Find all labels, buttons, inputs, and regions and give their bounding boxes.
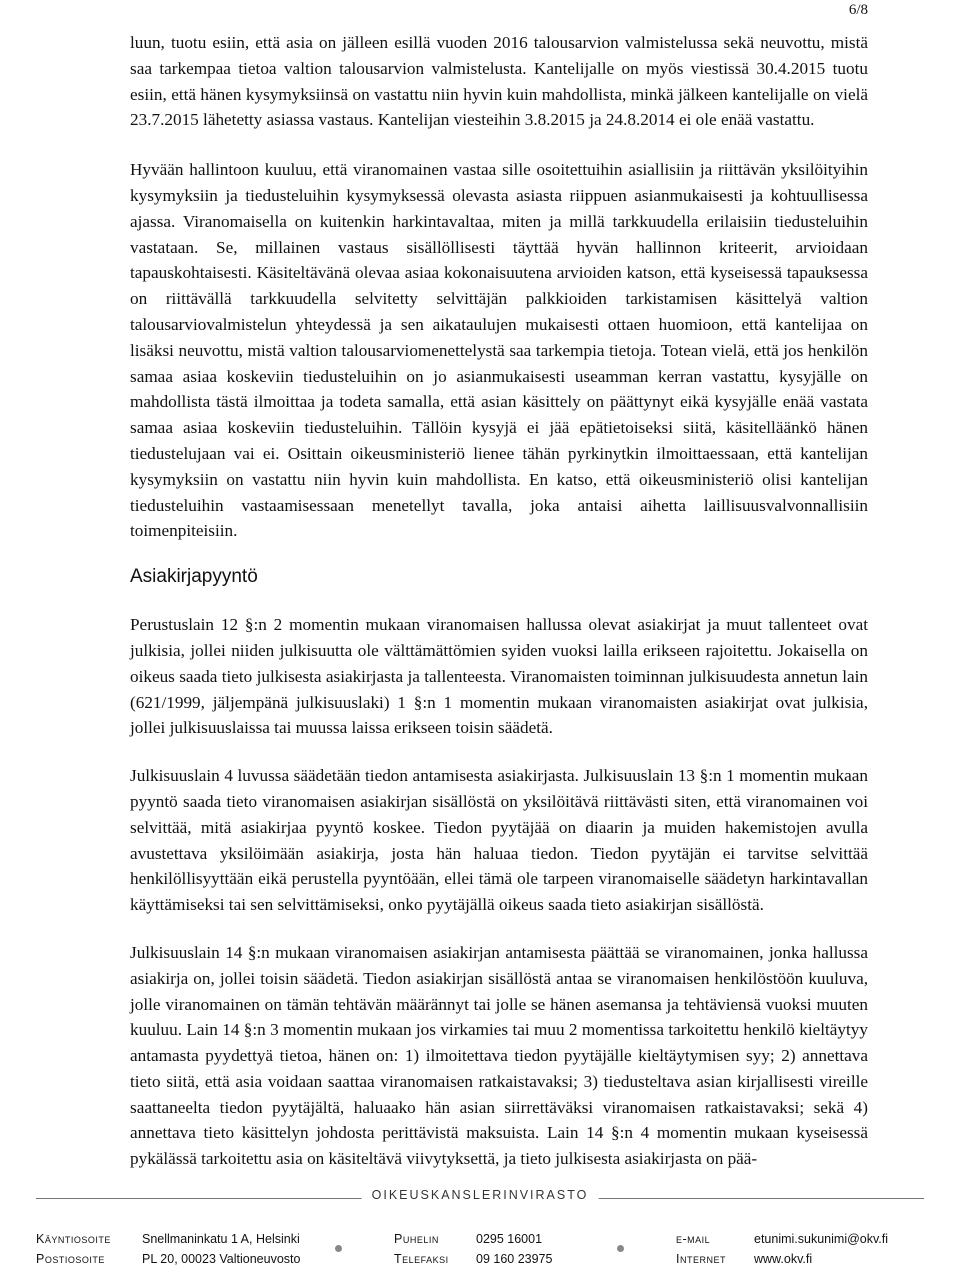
visiting-address: Snellmaninkatu 1 A, Helsinki <box>142 1232 300 1246</box>
fax-label: Telefaksi <box>394 1252 449 1266</box>
footer-row <box>0 1232 960 1250</box>
separator-dot-icon <box>335 1245 342 1252</box>
email-address[interactable]: etunimi.sukunimi@okv.fi <box>754 1232 889 1246</box>
internet-label: Internet <box>676 1252 726 1266</box>
separator-dot-icon <box>617 1245 624 1252</box>
document-body <box>130 30 868 1194</box>
postal-address-label: Postiosoite <box>36 1252 105 1266</box>
website-link[interactable]: www.okv.fi <box>754 1252 813 1266</box>
fax-number: 09 160 23975 <box>476 1252 553 1266</box>
paragraph: luun, tuotu esiin, että asia on jälleen esillä vuoden 2016 talousarvion valmistelussa sekä neuvottu, mistä saa tarkempaa tietoa valtion talousarvion valmistelusta. Kantelijalle on myös viestissä 30.4.2015 tuotu esiin, että hänen kysymyksiinsä on vastattu niin hyvin kuin mahdollista, minkä jälkeen kantelijalle on vielä 23.7.2015 lähetetty asiassa vastaus. Kantelijan viesteihin 3.8.2015 ja 24.8.2014 ei ole enää vastattu. <box>130 33 868 130</box>
phone-label: Puhelin <box>394 1232 439 1246</box>
phone-number: 0295 16001 <box>476 1232 543 1246</box>
paragraph: Perustuslain 12 §:n 2 momentin mukaan viranomaisen hallussa olevat asiakirjat ja muut tallenteet ovat julkisia, jollei niiden julkisuutta ole välttämättömien syiden vuoksi lailla erikseen rajoitettu. Jokaisella on oikeus saada tieto julkisesta asiakirjasta ja tallenteesta. Viranomaisten toiminnan julkisuudesta annetun lain (621/1999, jäljempänä julkisuuslaki) 1 §:n 1 momentin mukaan viranomaisten asiakirjat ovat julkisia, jollei julkisuuslaissa tai muussa laissa erikseen toisin säädetä. <box>130 615 868 738</box>
visiting-address-label: Käyntiosoite <box>36 1232 111 1246</box>
footer-brand: OIKEUSKANSLERINVIRASTO <box>362 1188 599 1202</box>
paragraph: Hyvään hallintoon kuuluu, että viranomainen vastaa sille osoitettuihin asiallisiin ja riittävän yksilöityihin kysymyksiin ja tiedusteluihin kysymyksessä olevasta asiasta riippuen asianmukaisesti ja kohtuullisessa ajassa. Viranomaisella on kuitenkin harkintavaltaa, miten ja millä tarkkuudella erilaisiin tiedusteluihin vastataan. Se, millainen vastaus sisällöllisesti täyttää hyvän hallinnon kriteerit, arvioidaan tapauskohtaisesti. Käsiteltävänä olevaa asiaa kokonaisuutena arvioiden katson, että kyseisessä tapauksessa on riittävällä tarkkuudella selvitetty selvittäjän palkkioiden tarkistamisen käsittelyä valtion talousarviovalmistelun yhteydessä ja sen aikataulujen mukaisesti ottaen huomioon, että kantelijaa on lisäksi neuvottu, mistä valtion talousarviomenettelystä saa tarkempia tietoja. Totean vielä, että jos henkilön samaa asiaa koskeviin tiedusteluihin on jo asianmukaisesti useamman kerran vastattu, kysyjälle on mahdollista tästä ilmoittaa ja todeta samalla, että asian käsittely on päättynyt eikä kysyjälle enää vastata samaa asiaa koskeviin tiedusteluihin. Tällöin kysyjä ei jää epätietoiseksi siitä, käsitelläänkö hänen tiedustelujaan vai ei. Osittain oikeusministeriö lienee tähän pyrkinytkin ilmoittaessaan, että kantelijan kysymyksiin on vastattu niin hyvin kuin mahdollista. En katso, että oikeusministeriö olisi kantelijan tiedusteluihin vastaamisessaan menetellyt tavalla, joka antaisi aihetta laillisuusvalvonnallisiin toimenpiteisiin. <box>130 160 868 541</box>
footer-row <box>0 1252 960 1270</box>
page-number: 6/8 <box>848 2 868 18</box>
paragraph: Julkisuuslain 4 luvussa säädetään tiedon antamisesta asiakirjasta. Julkisuuslain 13 §:n 1 momentin mukaan pyyntö saada tieto viranomaisen asiakirjan sisällöstä on yksilöitävä riittävästi siten, että viranomainen voi selvittää, mitä asiakirjaa pyyntö koskee. Tiedon pyytäjää on diaarin ja muiden hakemistojen avulla avustettava yksilöimään asiakirja, josta hän haluaa tiedon. Tiedon pyytäjän ei tarvitse selvittää henkilöllisyyttään eikä perustella pyyntöään, ellei tämä ole tarpeen viranomaiselle säädetyn harkintavallan käyttämiseksi tai sen selvittämiseksi, onko pyytäjällä oikeus saada tieto asiakirjan sisällöstä. <box>130 766 868 915</box>
email-label: e-mail <box>676 1232 711 1246</box>
paragraph: Julkisuuslain 14 §:n mukaan viranomaisen asiakirjan antamisesta päättää se viranomainen, jonka hallussa asiakirja on, jollei toisin säädetä. Tiedon asiakirjan sisällöstä antaa se viranomaisen henkilöstöön kuuluva, jolle viranomainen on tämän tehtävän määrännyt tai jolle se hänen asemansa ja tehtäviensä vuoksi muuten kuuluu. Lain 14 §:n 3 momentin mukaan jos virkamies tai muu 2 momentissa tarkoitettu henkilö kieltäytyy antamasta pyydettyä tietoa, hänen on: 1) ilmoitettava tiedon pyytäjälle kieltäytymisen syy; 2) annettava tieto siitä, että asia voidaan saattaa viranomaisen ratkaistavaksi; 3) tiedusteltava asian kirjallisesti vireille saattaneelta tiedon pyytäjältä, haluaako hän asian siirrettäväksi viranomaisen ratkaistavaksi; sekä 4) annettava tieto käsittelyn johdosta perittävistä maksuista. Lain 14 §:n 4 momentin mukaan kyseisessä pykälässä tarkoitettu asia on käsiteltävä viivytyksettä, ja tieto julkisesta asiakirjasta on pää- <box>130 942 868 1169</box>
postal-address: PL 20, 00023 Valtioneuvosto <box>142 1252 301 1266</box>
section-heading: Asiakirjapyyntö <box>130 566 258 588</box>
